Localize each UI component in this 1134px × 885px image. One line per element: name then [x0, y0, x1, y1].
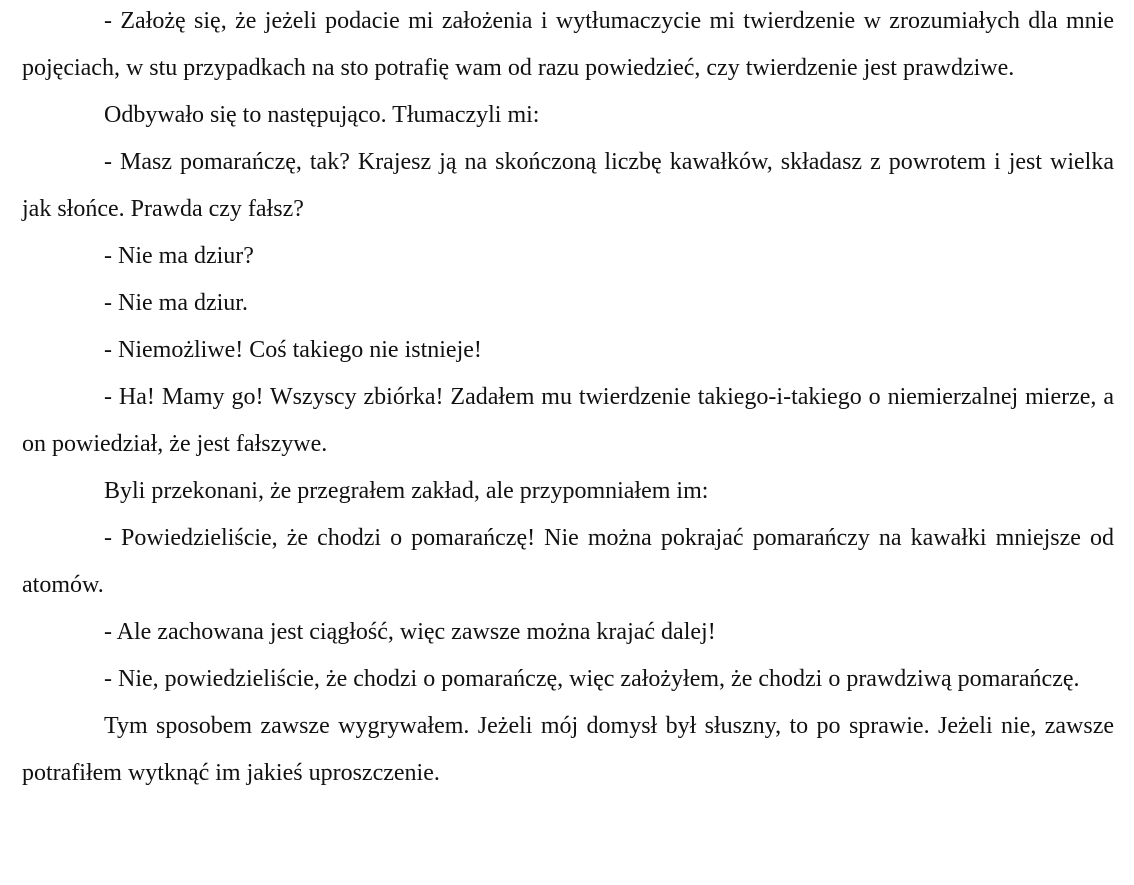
paragraph: - Nie ma dziur? — [104, 243, 254, 269]
paragraph: - Nie ma dziur. — [104, 290, 248, 316]
document-page — [22, 0, 1114, 797]
paragraph: - Niemożliwe! Coś takiego nie istnieje! — [104, 337, 482, 363]
paragraph: - Nie, powiedzieliście, że chodzi o pomarańczę, więc założyłem, że chodzi o prawdziwą pomarańczę. — [104, 666, 1080, 692]
paragraph: - Ale zachowana jest ciągłość, więc zawsze można krajać dalej! — [104, 619, 716, 645]
paragraph: Odbywało się to następująco. Tłumaczyli mi: — [104, 102, 540, 128]
paragraph: - Założę się, że jeżeli podacie mi założenia i wytłumaczycie mi twierdzenie w zrozumiałych dla mnie pojęciach, w stu przypadkach na sto potrafię wam od razu powiedzieć, czy twierdzenie jest prawdziwe. — [22, 8, 1114, 81]
paragraph: - Powiedzieliście, że chodzi o pomarańczę! Nie można pokrajać pomarańczy na kawałki mniejsze od atomów. — [22, 525, 1114, 598]
paragraph: Byli przekonani, że przegrałem zakład, ale przypomniałem im: — [104, 478, 709, 504]
paragraph: - Ha! Mamy go! Wszyscy zbiórka! Zadałem mu twierdzenie takiego-i-takiego o niemierzalnej mierze, a on powiedział, że jest fałszywe. — [22, 384, 1114, 457]
paragraph: Tym sposobem zawsze wygrywałem. Jeżeli mój domysł był słuszny, to po sprawie. Jeżeli nie, zawsze potrafiłem wytknąć im jakieś uproszczenie. — [22, 713, 1114, 786]
paragraph: - Masz pomarańczę, tak? Krajesz ją na skończoną liczbę kawałków, składasz z powrotem i jest wielka jak słońce. Prawda czy fałsz? — [22, 149, 1114, 222]
